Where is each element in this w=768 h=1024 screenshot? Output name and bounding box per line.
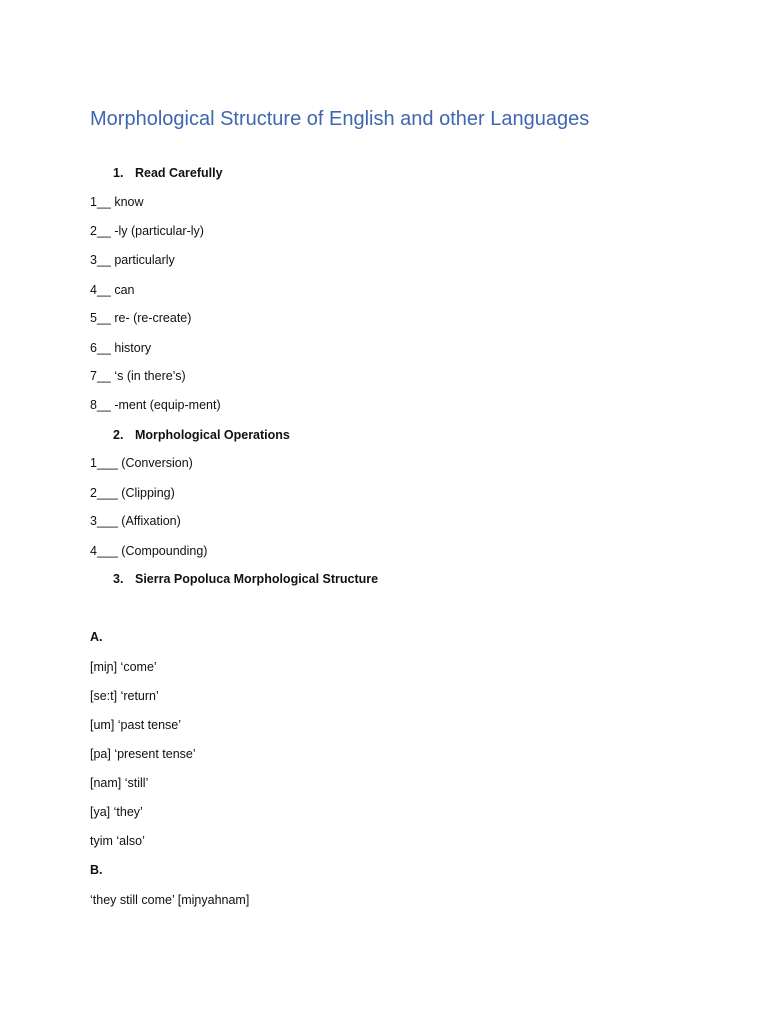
section-2-heading xyxy=(113,428,290,442)
list-item: 2__ -ly (particular-ly) xyxy=(90,224,204,238)
list-item: [se:t] ‘return’ xyxy=(90,689,159,703)
section-1-number: 1. xyxy=(113,166,124,180)
section-3-heading xyxy=(113,572,378,586)
list-item: [pa] ‘present tense’ xyxy=(90,747,196,761)
list-item: 3__ particularly xyxy=(90,253,175,267)
list-item: [ya] ‘they’ xyxy=(90,805,143,819)
list-item: 4___ (Compounding) xyxy=(90,544,208,558)
list-item: 1___ (Conversion) xyxy=(90,456,193,470)
document-title: Morphological Structure of English and other Languages xyxy=(90,108,590,130)
section-1-title: Read Carefully xyxy=(135,166,223,180)
list-item: [um] ‘past tense’ xyxy=(90,718,182,732)
list-item: 6__ history xyxy=(90,341,152,355)
part-b-label: B. xyxy=(90,863,103,877)
section-2-title: Morphological Operations xyxy=(135,428,290,442)
list-item: 7__ ‘s (in there’s) xyxy=(90,369,186,383)
list-item: 2___ (Clipping) xyxy=(90,486,175,500)
part-a-label: A. xyxy=(90,630,103,644)
list-item: 8__ -ment (equip-ment) xyxy=(90,398,221,412)
list-item: 5__ re- (re-create) xyxy=(90,311,192,325)
section-2-number: 2. xyxy=(113,428,124,442)
list-item: 4__ can xyxy=(90,283,135,297)
section-1-heading xyxy=(113,166,223,180)
list-item: 3___ (Affixation) xyxy=(90,514,181,528)
section-3-number: 3. xyxy=(113,572,124,586)
list-item: [miɲ] ‘come’ xyxy=(90,660,157,674)
list-item: ‘they still come’ [miɲyahnam] xyxy=(90,893,250,907)
list-item: tyim ‘also’ xyxy=(90,834,145,848)
section-3-title: Sierra Popoluca Morphological Structure xyxy=(135,572,379,586)
list-item: 1__ know xyxy=(90,195,144,209)
list-item: [nam] ‘still’ xyxy=(90,776,149,790)
